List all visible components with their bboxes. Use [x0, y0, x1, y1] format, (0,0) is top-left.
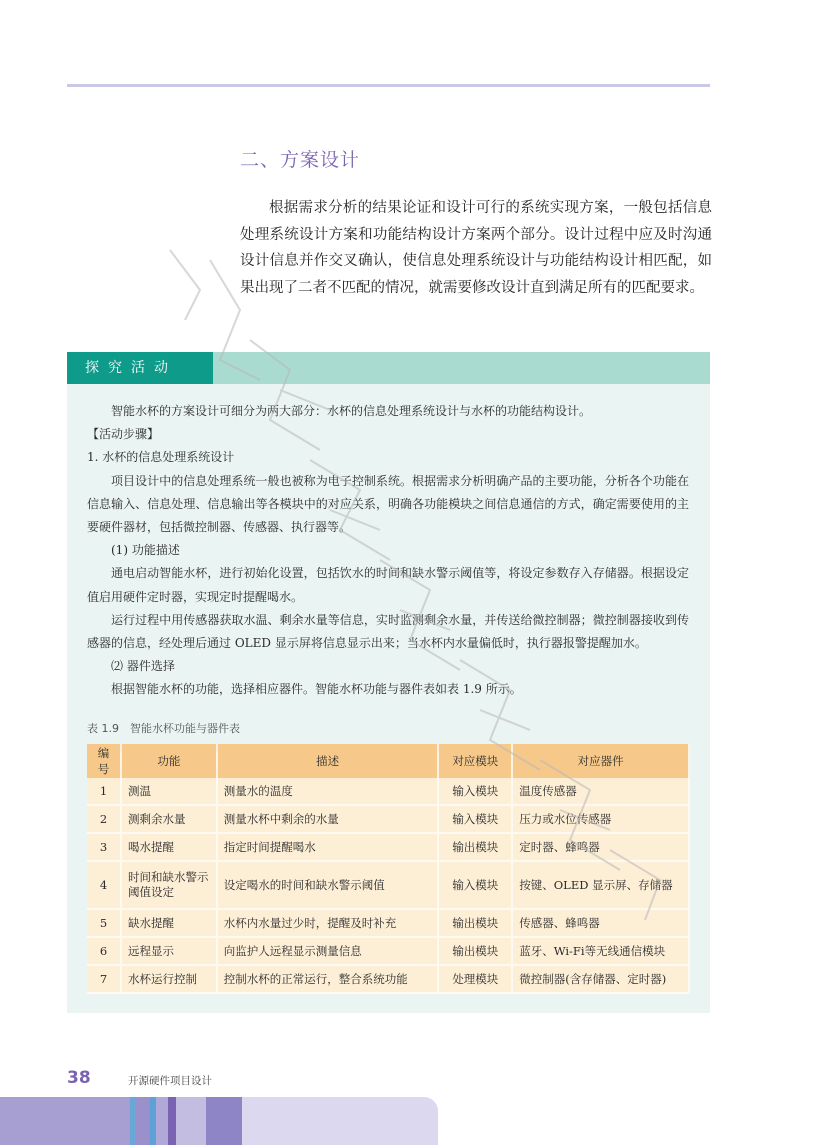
table-row [87, 805, 689, 833]
table-row [87, 833, 689, 861]
table-row [87, 778, 689, 805]
table-row [87, 861, 689, 909]
book-title: 开源硬件项目设计 [128, 1075, 212, 1087]
table-cell: 水杯运行控制 [121, 965, 217, 993]
table-header-row [87, 744, 689, 778]
table-cell: 输入模块 [438, 805, 512, 833]
table-row [87, 909, 689, 937]
table-header-cell: 对应模块 [438, 744, 512, 778]
table-cell: 测温 [121, 778, 217, 805]
page-number: 38 [67, 1068, 91, 1088]
table-cell: 输入模块 [438, 778, 512, 805]
activity-paragraph: 通电启动智能水杯，进行初始化设置，包括饮水的时间和缺水警示阈值等，将设定参数存入存储器。根据设定值启用硬件定时器，实现定时提醒喝水。 [87, 566, 689, 604]
table-cell: 指定时间提醒喝水 [217, 833, 439, 861]
table-cell: 测剩余水量 [121, 805, 217, 833]
subsection-title: 1. 水杯的信息处理系统设计 [87, 450, 235, 465]
band-stripe [242, 1097, 438, 1145]
table-cell: 测量水杯中剩余的水量 [217, 805, 439, 833]
top-rule [67, 84, 710, 87]
band-stripe [168, 1097, 176, 1145]
table-cell: 2 [87, 805, 121, 833]
activity-box [67, 352, 710, 1013]
band-stripe [176, 1097, 206, 1145]
table-cell: 远程显示 [121, 937, 217, 965]
table-cell: 4 [87, 861, 121, 909]
table-cell: 压力或水位传感器 [512, 805, 689, 833]
table-cell: 水杯内水量过少时，提醒及时补充 [217, 909, 439, 937]
table-cell: 按键、OLED 显示屏、存储器 [512, 861, 689, 909]
intro-paragraph: 根据需求分析的结果论证和设计可行的系统实现方案，一般包括信息处理系统设计方案和功能结构设计方案两个部分。设计过程中应及时沟通设计信息并作交叉确认，使信息处理系统设计与功能结构设计相匹配，如果出现了二者不匹配的情况，就需要修改设计直到满足所有的匹配要求。 [240, 200, 712, 296]
activity-paragraph: 根据智能水杯的功能，选择相应器件。智能水杯功能与器件表如表 1.9 所示。 [111, 682, 522, 697]
steps-label: 【活动步骤】 [87, 427, 160, 442]
table-cell: 处理模块 [438, 965, 512, 993]
table-header-cell: 编号 [87, 744, 121, 778]
table-cell: 5 [87, 909, 121, 937]
table-cell: 6 [87, 937, 121, 965]
table-cell: 定时器、蜂鸣器 [512, 833, 689, 861]
table-row [87, 937, 689, 965]
table-header-cell: 对应器件 [512, 744, 689, 778]
activity-header [67, 352, 710, 384]
activity-paragraph: 项目设计中的信息处理系统一般也被称为电子控制系统。根据需求分析明确产品的主要功能，分析各个功能在信息输入、信息处理、信息输出等各模块中的对应关系，明确各功能模块之间信息通信的方式，确定需要使用的主要硬件器材，包括微控制器、传感器、执行器等。 [87, 473, 689, 535]
table-header-cell: 描述 [217, 744, 439, 778]
table-cell: 缺水提醒 [121, 909, 217, 937]
band-stripe [156, 1097, 168, 1145]
band-stripe [0, 1097, 130, 1145]
activity-paragraph: 运行过程中用传感器获取水温、剩余水量等信息，实时监测剩余水量，并传送给微控制器；微控制器接收到传感器的信息，经处理后通过 OLED 显示屏将信息显示出来；当水杯内水量偏低时，执行器报警提醒加水。 [87, 612, 689, 651]
function-device-table [87, 744, 690, 994]
table-cell: 向监护人远程显示测量信息 [217, 937, 439, 965]
table-header-cell: 功能 [121, 744, 217, 778]
function-title: (1) 功能描述 [111, 543, 180, 558]
table-cell: 3 [87, 833, 121, 861]
table-cell: 输出模块 [438, 909, 512, 937]
table-cell: 传感器、蜂鸣器 [512, 909, 689, 937]
table-cell: 时间和缺水警示阈值设定 [121, 861, 217, 909]
table-cell: 测量水的温度 [217, 778, 439, 805]
table-cell: 蓝牙、Wi-Fi等无线通信模块 [512, 937, 689, 965]
table-cell: 微控制器(含存储器、定时器) [512, 965, 689, 993]
table-caption: 表 1.9 智能水杯功能与器件表 [87, 722, 240, 735]
table-cell: 输入模块 [438, 861, 512, 909]
table-cell: 设定喝水的时间和缺水警示阈值 [217, 861, 439, 909]
table-cell: 输出模块 [438, 833, 512, 861]
band-stripe [206, 1097, 242, 1145]
table-cell: 控制水杯的正常运行，整合系统功能 [217, 965, 439, 993]
activity-paragraph: 智能水杯的方案设计可细分为两大部分：水杯的信息处理系统设计与水杯的功能结构设计。 [111, 404, 592, 418]
table-cell: 输出模块 [438, 937, 512, 965]
activity-tab: 探究活动 [67, 352, 213, 384]
band-stripe [136, 1097, 150, 1145]
activity-body [87, 400, 689, 702]
table-cell: 温度传感器 [512, 778, 689, 805]
section-title: 二、方案设计 [240, 149, 361, 171]
device-title: ⑵ 器件选择 [111, 659, 175, 674]
table-cell: 喝水提醒 [121, 833, 217, 861]
table-row [87, 965, 689, 993]
table-cell: 1 [87, 778, 121, 805]
table-cell: 7 [87, 965, 121, 993]
